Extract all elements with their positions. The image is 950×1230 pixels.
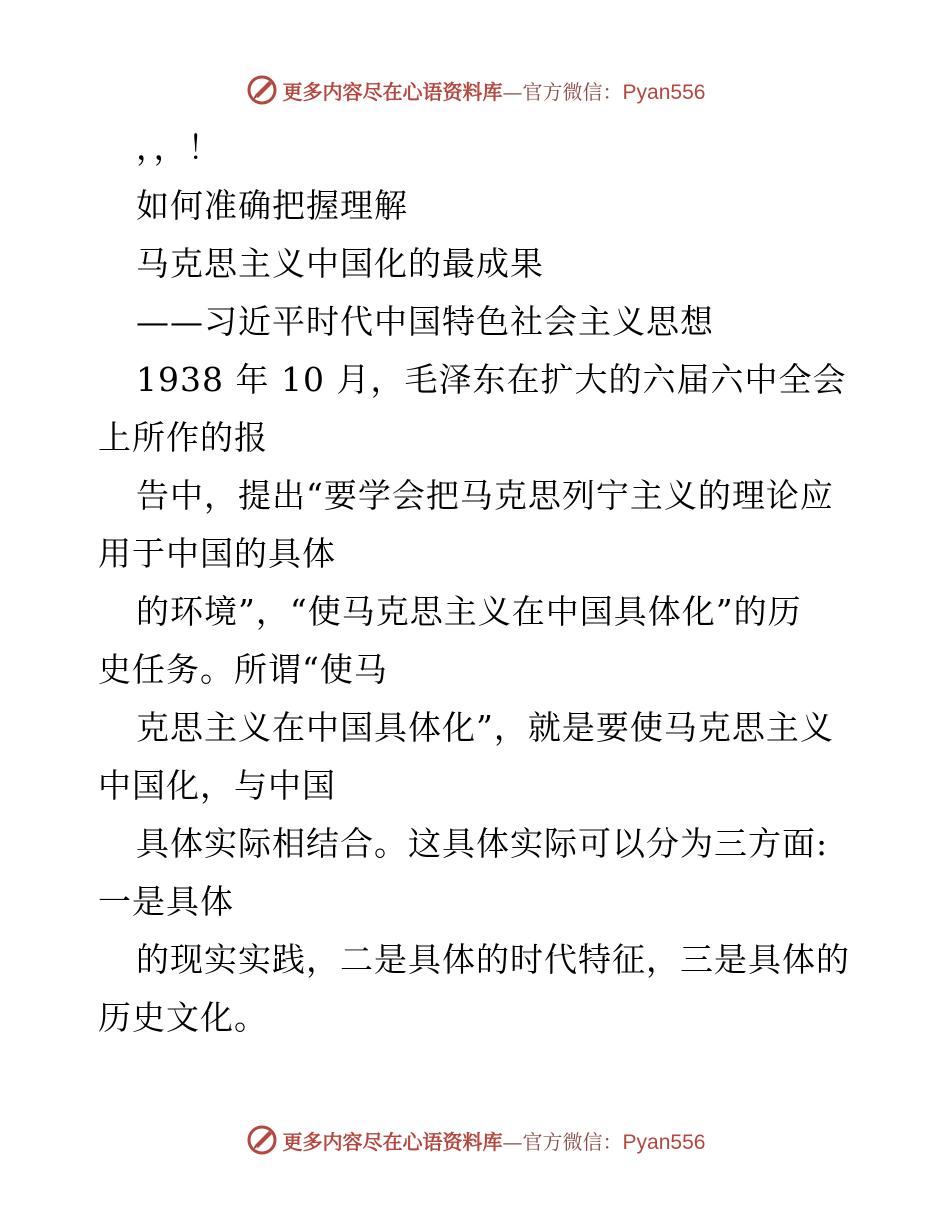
watermark-dash: —	[502, 1129, 523, 1154]
text-line: ，，！	[136, 128, 222, 167]
text-line: 具体实际相结合。这具体实际可以分为三方面:	[136, 824, 829, 863]
text-line: 用于中国的具体	[98, 534, 336, 573]
text-line: 历史文化。	[98, 998, 268, 1037]
watermark-wechat-label: 官方微信：	[522, 1129, 623, 1154]
watermark-wechat-id: Pyan556	[622, 1130, 706, 1154]
text-line: ——习近平时代中国特色社会主义思想	[136, 302, 714, 341]
text-line: 一是具体	[98, 882, 234, 921]
text-line: 告中，提出“要学会把马克思列宁主义的理论应	[136, 476, 834, 515]
watermark-text	[283, 76, 706, 105]
watermark-site-name: 更多内容尽在心语资料库	[282, 79, 503, 104]
footer-watermark	[0, 1120, 950, 1160]
watermark-wechat-label: 官方微信：	[522, 79, 623, 104]
text-line: 上所作的报	[98, 418, 268, 457]
watermark-site-name: 更多内容尽在心语资料库	[282, 1129, 503, 1154]
text-line: 克思主义在中国具体化”，就是要使马克思主义	[136, 708, 834, 747]
text-line: 马克思主义中国化的最成果	[136, 244, 544, 283]
text-line: 的环境”，“使马克思主义在中国具体化”的历	[136, 592, 802, 631]
watermark-wechat-id: Pyan556	[622, 80, 706, 104]
text-line: 史任务。所谓“使马	[98, 650, 388, 689]
text-line: 的现实实践，二是具体的时代特征，三是具体的	[136, 940, 850, 979]
text-line: 1938 年 10 月，毛泽东在扩大的六届六中全会	[136, 360, 847, 399]
text-line: 中国化，与中国	[98, 766, 336, 805]
brand-logo-icon	[245, 73, 279, 107]
watermark-dash: —	[502, 79, 523, 104]
watermark-text	[283, 1126, 706, 1155]
text-line: 如何准确把握理解	[136, 186, 408, 225]
brand-logo-icon	[245, 1123, 279, 1157]
header-watermark	[0, 70, 950, 110]
